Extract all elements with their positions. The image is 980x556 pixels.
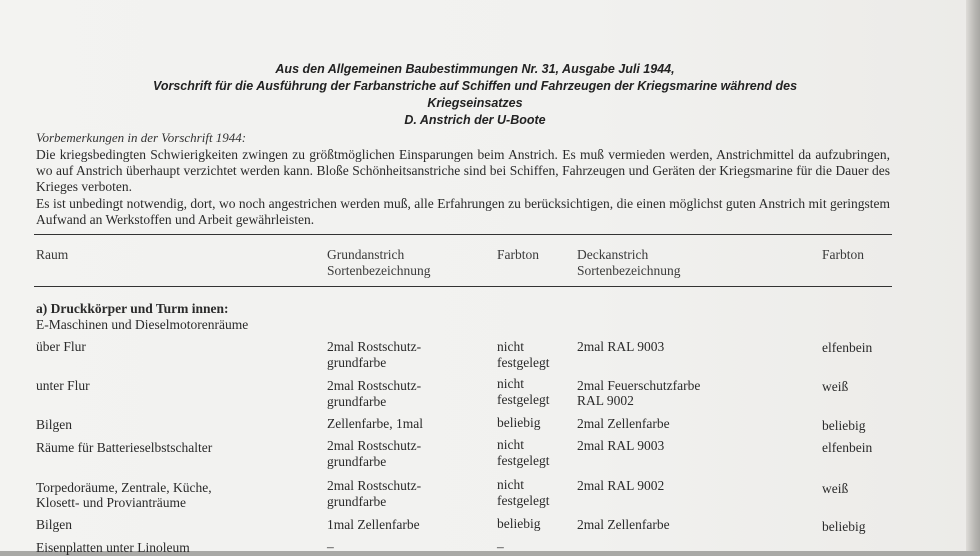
row-6-raum: Bilgen: [36, 517, 72, 532]
row-2-raum: unter Flur: [36, 378, 90, 393]
header-raum: Raum: [36, 247, 69, 262]
row-3-grund: Zellenfarbe, 1mal: [327, 416, 423, 431]
title-line-2: Vorschrift für die Ausführung der Farbanstriche auf Schiffen und Fahrzeugen der Kriegsmarine während des: [152, 79, 798, 93]
row-6-grund: 1mal Zellenfarbe: [327, 517, 420, 532]
row-4-deck: 2mal RAL 9003: [577, 438, 665, 453]
row-1-grund: 2mal Rostschutz-: [327, 339, 422, 354]
row-5-raum: Torpedoräume, Zentrale, Küche,: [36, 480, 212, 495]
header-deckanstrich: Deckanstrich: [577, 247, 649, 262]
row-5-farbton-deck: weiß: [822, 481, 849, 496]
row-1-grund-2: grundfarbe: [327, 355, 387, 370]
row-1-raum: über Flur: [36, 339, 86, 354]
header-farbton-1: Farbton: [497, 247, 539, 262]
row-7-farbton: –: [497, 539, 504, 554]
row-4-grund: 2mal Rostschutz-: [327, 438, 422, 453]
header-grund-sorten: Sortenbezeichnung: [327, 263, 431, 278]
table-top-rule: [34, 234, 892, 235]
row-1-farbton-deck: elfenbein: [822, 340, 873, 355]
header-farbton-2: Farbton: [822, 247, 864, 262]
remarks-heading: Vorbemerkungen in der Vorschrift 1944:: [36, 130, 247, 145]
row-6-farbton: beliebig: [497, 516, 541, 531]
row-1-farbton: nicht: [497, 339, 524, 354]
row-3-deck: 2mal Zellenfarbe: [577, 416, 670, 431]
row-5-grund: 2mal Rostschutz-: [327, 478, 422, 493]
document-subtitle: D. Anstrich der U-Boote: [404, 113, 546, 127]
row-2-farbton-2: festgelegt: [497, 392, 550, 407]
row-5-grund-2: grundfarbe: [327, 494, 387, 509]
row-1-farbton-2: festgelegt: [497, 355, 550, 370]
row-4-grund-2: grundfarbe: [327, 454, 387, 469]
row-7-grund: –: [327, 539, 334, 554]
row-3-farbton: beliebig: [497, 415, 541, 430]
row-2-farbton-deck: weiß: [822, 379, 849, 394]
row-1-deck: 2mal RAL 9003: [577, 339, 665, 354]
row-7-raum: Eisenplatten unter Linoleum: [36, 540, 190, 555]
remarks-paragraph-1: Die kriegsbedingten Schwierigkeiten zwingen zu größtmöglichen Einsparungen beim Anstrich. Es muß vermieden werden, Anstrichmittel da aufzubringen, wo auf Anstrich überhaupt verzichtet werden kann. Bloße Schönheitsanstriche sind bei Schiffen, Fahrzeugen und Geräten der Kriegsmarine für die Dauer des Krieges verboten.: [36, 147, 890, 194]
section-subtitle: E-Maschinen und Dieselmotorenräume: [36, 317, 249, 332]
row-2-deck-2: RAL 9002: [577, 393, 634, 408]
row-2-grund-2: grundfarbe: [327, 394, 387, 409]
row-6-farbton-deck: beliebig: [822, 519, 866, 534]
row-4-farbton-2: festgelegt: [497, 453, 550, 468]
row-5-deck: 2mal RAL 9002: [577, 478, 665, 493]
section-title: a) Druckkörper und Turm innen:: [36, 301, 229, 316]
row-3-raum: Bilgen: [36, 417, 72, 432]
remarks-paragraph-2: Es ist unbedingt notwendig, dort, wo noch angestrichen werden muß, alle Erfahrungen zu berücksichtigen, die einen möglichst guten Anstrich mit geringstem Aufwand an Werkstoffen und Arbeit gewährleisten.: [36, 196, 890, 227]
row-3-farbton-deck: beliebig: [822, 418, 866, 433]
row-4-farbton-deck: elfenbein: [822, 440, 873, 455]
title-line-3: Kriegseinsatzes: [427, 96, 523, 110]
row-4-raum: Räume für Batterieselbstschalter: [36, 440, 213, 455]
row-5-raum-2: Klosett- und Provianträume: [36, 495, 186, 510]
row-2-grund: 2mal Rostschutz-: [327, 378, 422, 393]
row-2-deck: 2mal Feuerschutzfarbe: [577, 378, 701, 393]
row-5-farbton-2: festgelegt: [497, 493, 550, 508]
title-line-1: Aus den Allgemeinen Baubestimmungen Nr. 31, Ausgabe Juli 1944,: [275, 62, 675, 76]
row-2-farbton: nicht: [497, 376, 524, 391]
row-4-farbton: nicht: [497, 437, 524, 452]
header-grundanstrich: Grundanstrich: [327, 247, 405, 262]
row-6-deck: 2mal Zellenfarbe: [577, 517, 670, 532]
row-5-farbton: nicht: [497, 477, 524, 492]
header-bottom-rule: [34, 286, 892, 287]
header-deck-sorten: Sortenbezeichnung: [577, 263, 681, 278]
page-edge: [966, 0, 980, 551]
